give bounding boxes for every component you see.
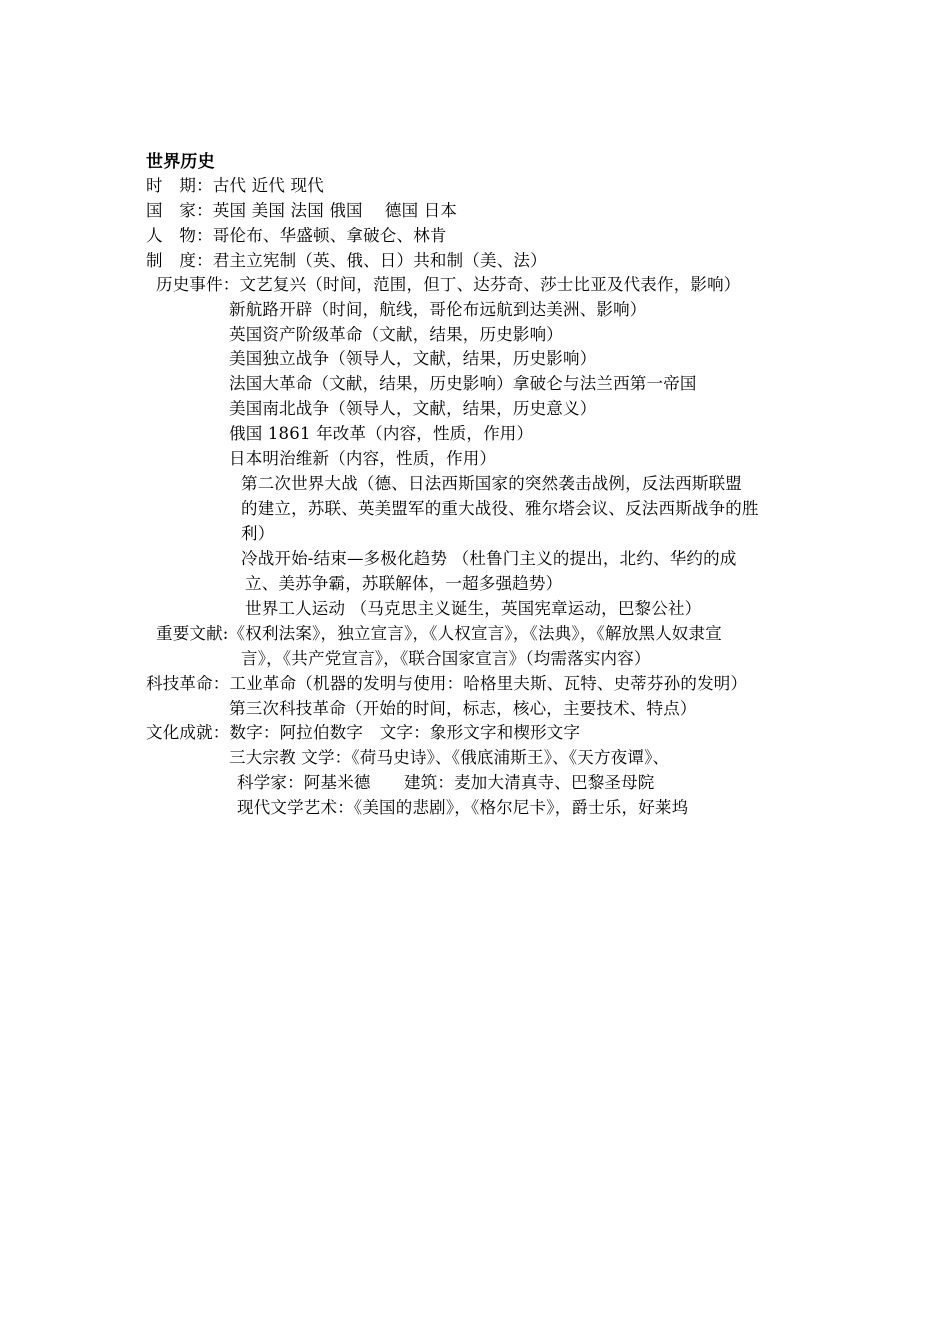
line-tech-revolution: 科技革命：工业革命（机器的发明与使用：哈格里夫斯、瓦特、史蒂芬孙的发明）	[146, 674, 748, 693]
line-science-architecture: 科学家：阿基米德 建筑：麦加大清真寺、巴黎圣母院	[237, 773, 655, 792]
line-events-renaissance: 历史事件：文艺复兴（时间，范围，但丁、达芬奇、莎士比亚及代表作，影响）	[156, 275, 741, 294]
line-period: 时 期：古代 近代 现代	[146, 176, 324, 195]
line-documents-1: 重要文献:《权利法案》，独立宣言》，《人权宣言》，《法典》，《解放黑人奴隶宣	[156, 624, 722, 643]
document-title: 世界历史	[146, 152, 215, 172]
line-american-independence: 美国独立战争（领导人，文献，结果，历史影响）	[229, 349, 597, 368]
line-civil-war: 美国南北战争（领导人，文献，结果，历史意义）	[229, 399, 597, 418]
line-modern-arts: 现代文学艺术：《美国的悲剧》，《格尔尼卡》，爵士乐，好莱坞	[237, 798, 689, 817]
line-meiji: 日本明治维新（内容，性质，作用）	[229, 449, 497, 468]
line-figures: 人 物：哥伦布、华盛顿、拿破仑、林肯	[146, 226, 447, 245]
line-russia-reform: 俄国 1861 年改革（内容，性质，作用）	[229, 424, 534, 443]
line-cold-war-1: 冷战开始-结束—多极化趋势 （杜鲁门主义的提出，北约、华约的成	[241, 549, 737, 568]
line-countries: 国 家：英国 美国 法国 俄国 德国 日本	[146, 201, 458, 220]
line-documents-2: 言》，《共产党宣言》，《联合国家宣言》（均需落实内容）	[241, 649, 651, 668]
line-ww2-3: 利）	[241, 524, 275, 543]
line-religion-literature: 三大宗教 文学：《荷马史诗》、《俄底浦斯王》、《天方夜谭》、	[229, 748, 670, 767]
line-ww2-2: 的建立，苏联、英美盟军的重大战役、雅尔塔会议、反法西斯战争的胜	[241, 499, 759, 518]
line-cold-war-2: 立、美苏争霸，苏联解体，一超多强趋势）	[245, 574, 563, 593]
line-english-revolution: 英国资产阶级革命（文献，结果，历史影响）	[229, 325, 563, 344]
line-new-routes: 新航路开辟（时间，航线，哥伦布远航到达美洲、影响）	[229, 300, 647, 319]
line-ww2-1: 第二次世界大战（德、日法西斯国家的突然袭击战例，反法西斯联盟	[241, 474, 742, 493]
line-systems: 制 度：君主立宪制（英、俄、日）共和制（美、法）	[146, 251, 547, 270]
line-french-revolution: 法国大革命（文献，结果，历史影响）拿破仑与法兰西第一帝国	[229, 374, 697, 393]
line-workers-movement: 世界工人运动 （马克思主义诞生，英国宪章运动，巴黎公社）	[245, 599, 702, 618]
line-culture: 文化成就：数字：阿拉伯数字 文字：象形文字和楔形文字	[146, 723, 581, 742]
line-third-tech: 第三次科技革命（开始的时间，标志，核心，主要技术、特点）	[229, 699, 697, 718]
